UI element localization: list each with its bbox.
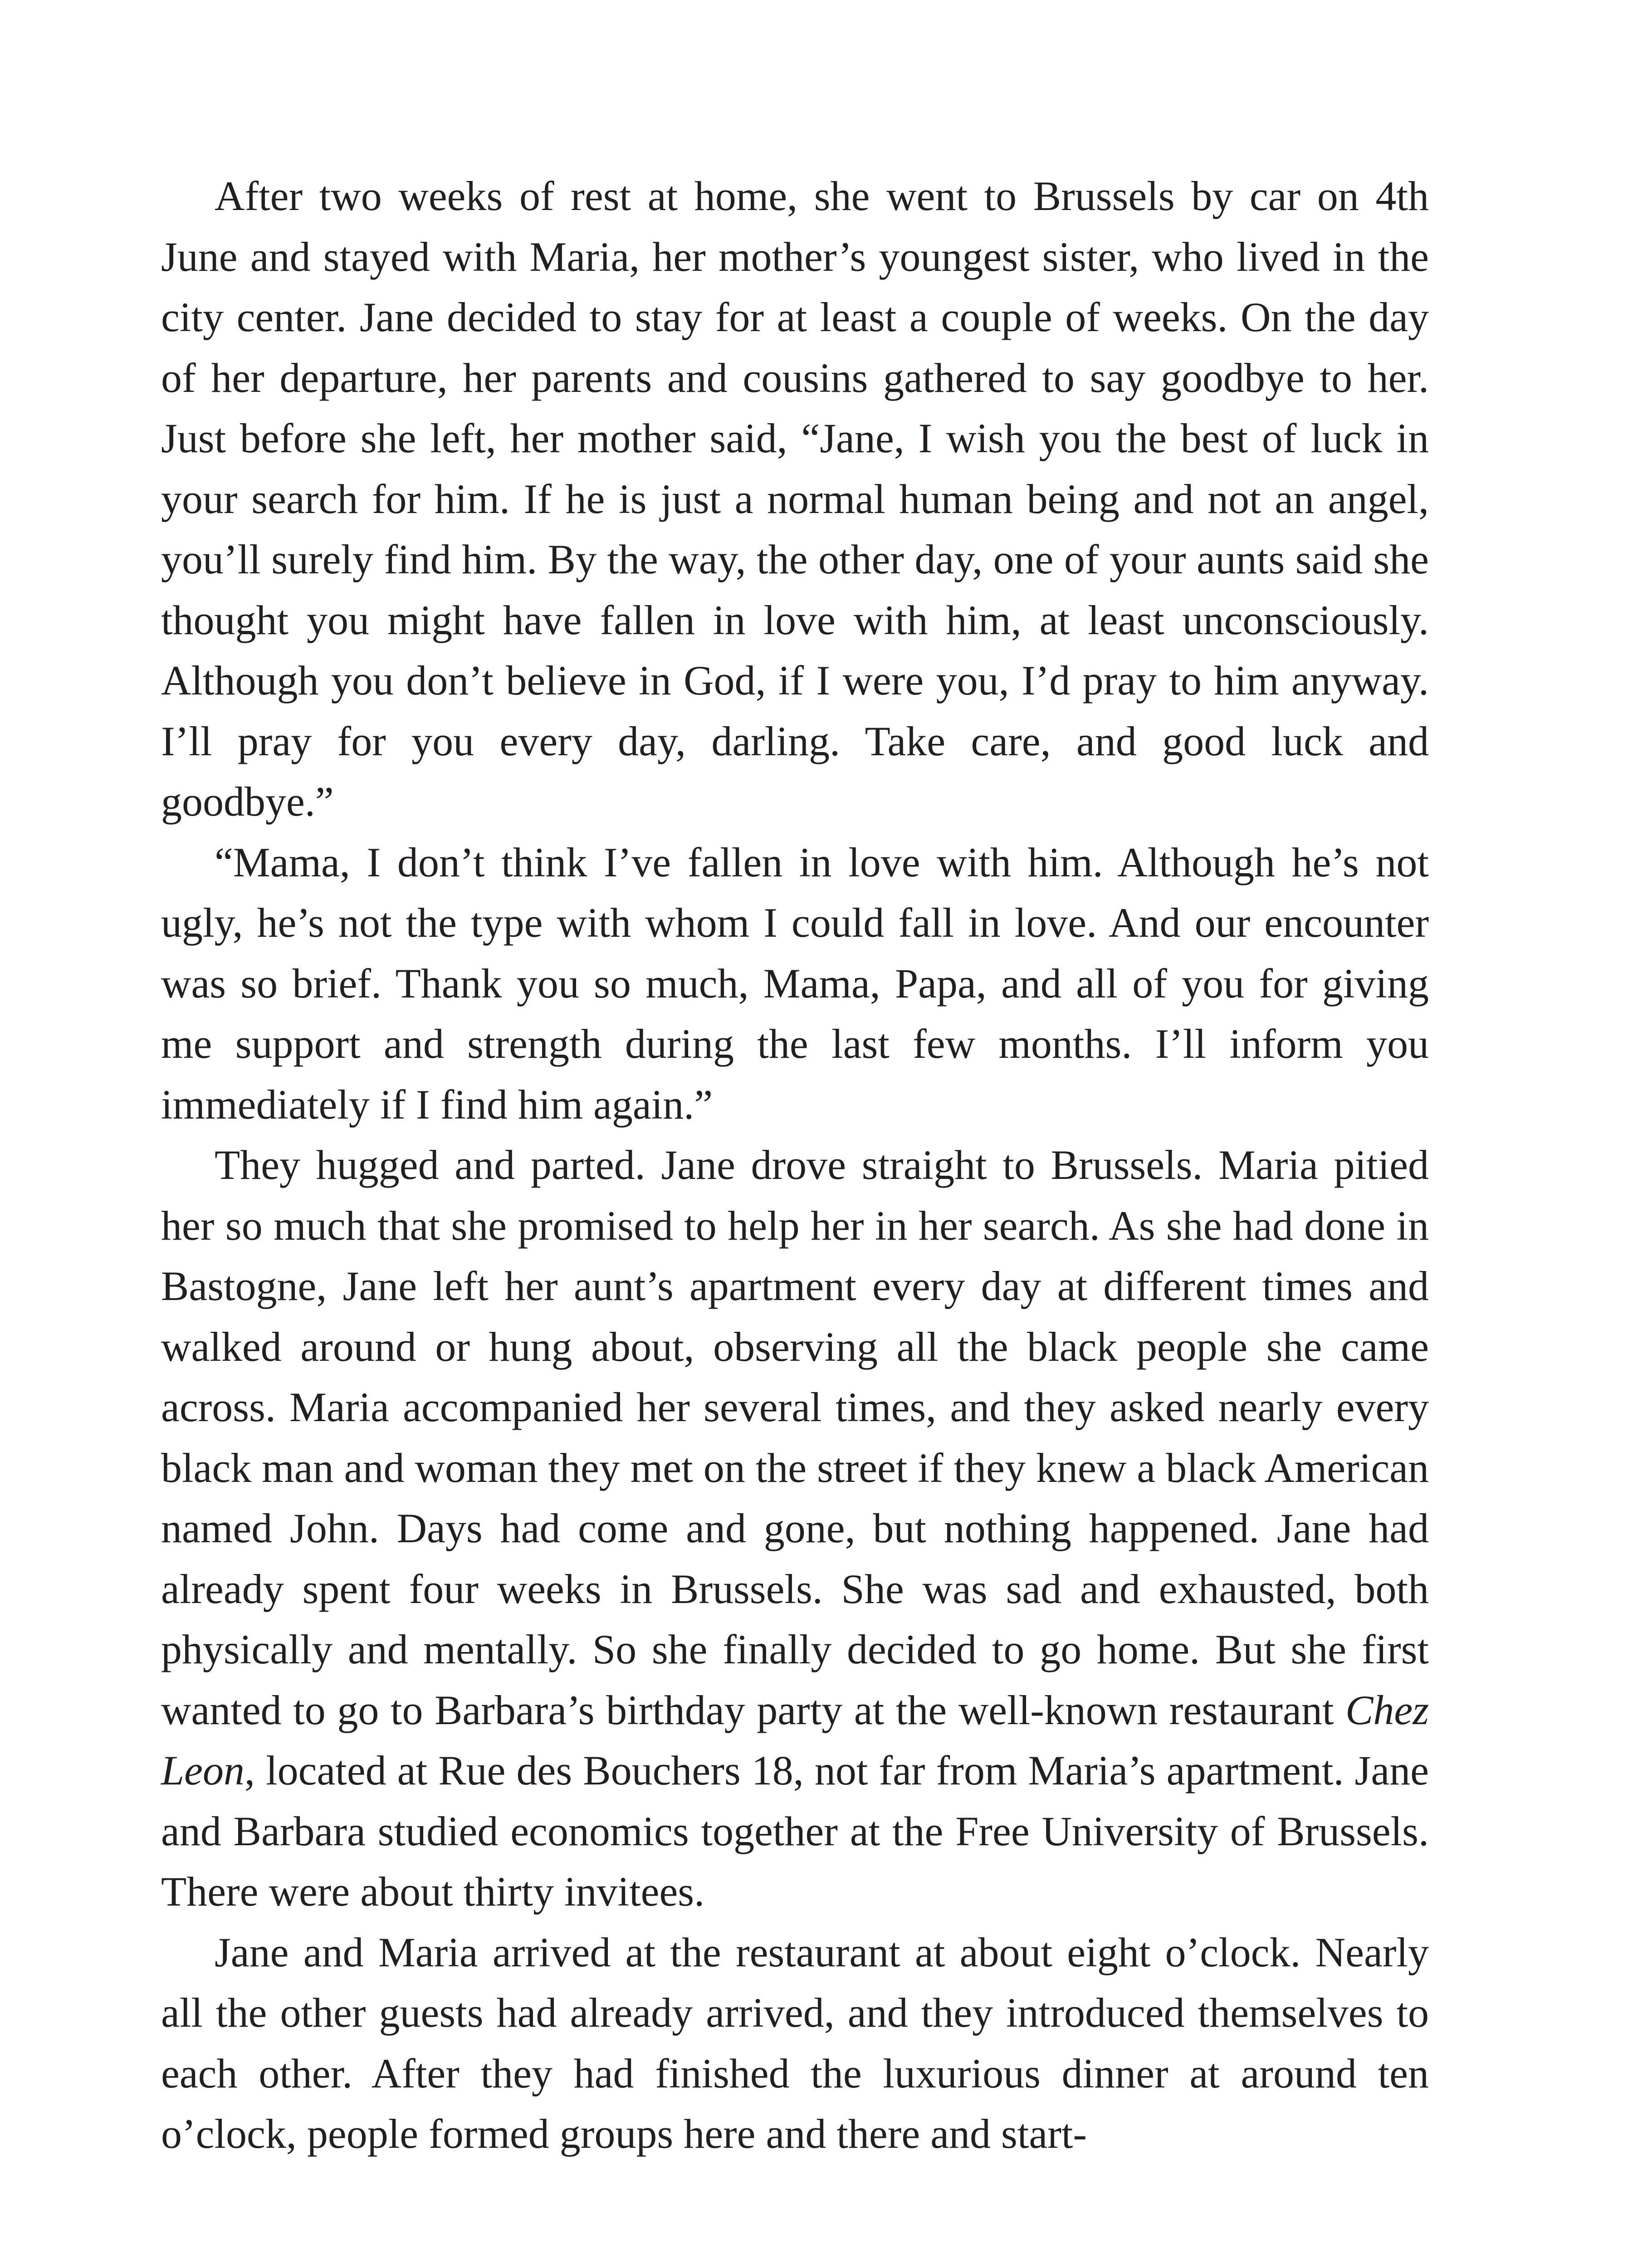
- paragraph: [161, 166, 1429, 832]
- paragraph: [161, 1922, 1429, 2165]
- page-body: [161, 166, 1429, 2165]
- paragraph-text: They hugged and parted. Jane drove straight to Brussels. Maria pitied her so much that she promised to help her in her search. As she had done in Bastogne, Jane left her aunt’s apartment every day at different times and walked around or hung about, observing all the black people she came across. Maria accompanied her several times, and they asked nearly every black man and woman they met on the street if they knew a black American named John. Days had come and gone, but nothing happened. Jane had already spent four weeks in Brussels. She was sad and exhausted, both physically and mentally. So she finally decided to go home. But she first wanted to go to Barbara’s birthday party at the well-known restaurant: [161, 1142, 1429, 1733]
- paragraph: [161, 832, 1429, 1135]
- paragraph-text: Jane and Maria arrived at the restaurant at about eight o’clock. Nearly all the other guests had already arrived, and they introduced themselves to each other. After they had finished the luxurious dinner at around ten o’clock, people formed groups here and there and start-: [161, 1929, 1429, 2157]
- restaurant-name: Chez Leon: [161, 1686, 1429, 1794]
- paragraph: [161, 1135, 1429, 1922]
- paragraph-text: , located at Rue des Bouchers 18, not far from Maria’s apartment. Jane and Barbara studied economics together at the Free University of Brussels. There were about thirty invitees.: [161, 1747, 1429, 1915]
- paragraph-text: After two weeks of rest at home, she went to Brussels by car on 4th June and stayed with Maria, her mother’s youngest sister, who lived in the city center. Jane decided to stay for at least a couple of weeks. On the day of her departure, her parents and cousins gathered to say goodbye to her. Just before she left, her mother said, “Jane, I wish you the best of luck in your search for him. If he is just a normal human being and not an angel, you’ll surely find him. By the way, the other day, one of your aunts said she thought you might have fallen in love with him, at least unconsciously. Although you don’t believe in God, if I were you, I’d pray to him anyway. I’ll pray for you every day, darling. Take care, and good luck and goodbye.”: [161, 173, 1429, 825]
- paragraph-text: “Mama, I don’t think I’ve fallen in love with him. Although he’s not ugly, he’s not the type with whom I could fall in love. And our encounter was so brief. Thank you so much, Mama, Papa, and all of you for giving me support and strength during the last few months. I’ll inform you immediately if I find him again.”: [161, 839, 1429, 1128]
